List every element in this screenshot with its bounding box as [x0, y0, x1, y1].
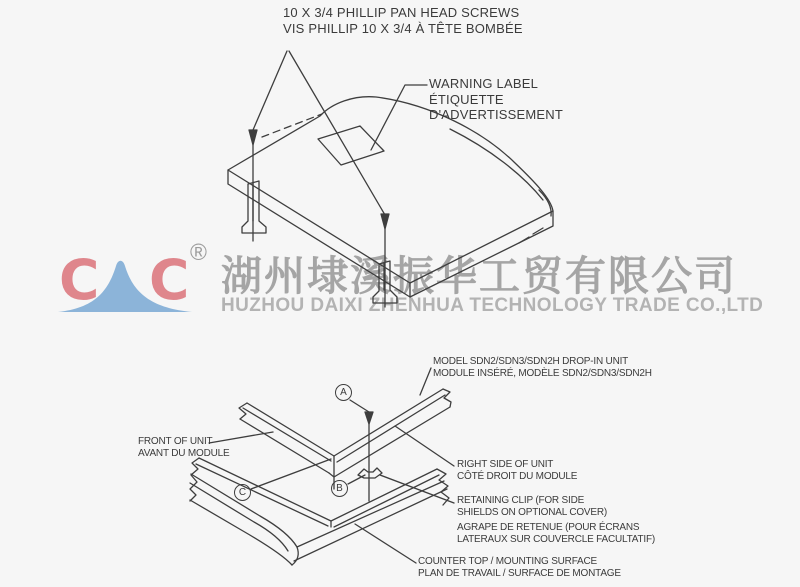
- retaining-label-line1: RETAINING CLIP (FOR SIDE: [457, 495, 585, 506]
- company-name-en: HUZHOU DAIXI ZHENHUA TECHNOLOGY TRADE CO.,LTD: [221, 295, 764, 316]
- warning-label-hole: [318, 126, 384, 165]
- counter-top-label: [418, 556, 621, 580]
- model-label-leader: [420, 368, 431, 395]
- panel-hump-inner-edge: [450, 129, 543, 200]
- panel-right-face: [410, 211, 553, 297]
- retaining-label-line3: AGRAPE DE RETENUE (POUR ÉCRANS: [457, 522, 640, 533]
- screw-leader-right: [289, 51, 385, 215]
- screws-label-line1: 10 X 3/4 PHILLIP PAN HEAD SCREWS: [283, 5, 520, 20]
- registered-trademark-icon: ®: [190, 239, 207, 265]
- counter-label-line2: PLAN DE TRAVAIL / SURFACE DE MONTAGE: [418, 568, 621, 579]
- retaining-label-line4: LATERAUX SUR COUVERCLE FACULTATIF): [457, 534, 656, 545]
- hidden-edge-dashed: [262, 114, 322, 137]
- panel-corner-arc: [539, 190, 551, 216]
- model-label-line2: MODULE INSÉRÉ, MODÈLE SDN2/SDN3/SDN2H: [433, 368, 652, 379]
- right-side-label-leader: [395, 426, 454, 466]
- screw-arrow-left-icon: [249, 130, 257, 145]
- warning-label-line1: WARNING LABEL: [429, 76, 539, 91]
- counter-bullnose-bottom: [190, 500, 292, 565]
- screw-arrow-a-icon: [365, 412, 373, 424]
- counter-label-line1: COUNTER TOP / MOUNTING SURFACE: [418, 556, 598, 567]
- model-label: [433, 356, 652, 380]
- right-side-label-line1: RIGHT SIDE OF UNIT: [457, 459, 554, 470]
- front-label-line2: AVANT DU MODULE: [138, 448, 230, 459]
- unit-front-tear: [239, 403, 247, 419]
- warning-label-leader: [371, 85, 427, 150]
- callout-c-letter: C: [238, 487, 247, 498]
- retaining-clip-label: [457, 495, 655, 546]
- screws-label-line2: VIS PHILLIP 10 X 3/4 À TÊTE BOMBÉE: [283, 21, 523, 36]
- callout-c: [234, 484, 251, 501]
- panel-slot-marks: [519, 228, 543, 243]
- callout-a-letter: A: [340, 387, 347, 398]
- warning-label-line2: ÉTIQUETTE: [429, 91, 504, 107]
- front-of-unit-label: [138, 436, 229, 460]
- warning-label-line3: D'ADVERTISSEMENT: [429, 107, 564, 122]
- logo-letter-left: C: [59, 248, 100, 312]
- right-side-label: [457, 459, 577, 483]
- company-name-cn: 湖州埭溪振华工贸有限公司: [221, 253, 737, 299]
- unit-right-edge: [334, 389, 450, 477]
- callout-b-leader: [348, 475, 365, 484]
- screws-label: [283, 5, 523, 37]
- retaining-label-line2: SHIELDS ON OPTIONAL COVER): [457, 507, 608, 518]
- right-side-label-line2: CÔTÉ DROIT DU MODULE: [457, 471, 578, 482]
- warning-label-text: [429, 76, 563, 123]
- counter-bullnose-cap: [292, 547, 298, 565]
- front-label-line1: FRONT OF UNIT: [138, 436, 213, 447]
- callout-b: [331, 480, 348, 497]
- callout-c-leader: [251, 459, 331, 489]
- unit-right-tear: [443, 389, 451, 407]
- callout-a-leader: [350, 400, 369, 412]
- panel-top-face: [228, 97, 553, 283]
- bottom-diagram-art: [190, 368, 454, 565]
- counter-label-leader: [355, 524, 416, 563]
- callout-b-letter: B: [336, 483, 343, 494]
- logo-letter-right: C: [149, 248, 190, 312]
- screw-leader-left: [253, 51, 287, 130]
- model-label-line1: MODEL SDN2/SDN3/SDN2H DROP-IN UNIT: [433, 356, 629, 367]
- mounting-bracket-left: [242, 181, 266, 233]
- callout-a: [335, 384, 352, 401]
- screw-arrow-right-icon: [381, 214, 389, 229]
